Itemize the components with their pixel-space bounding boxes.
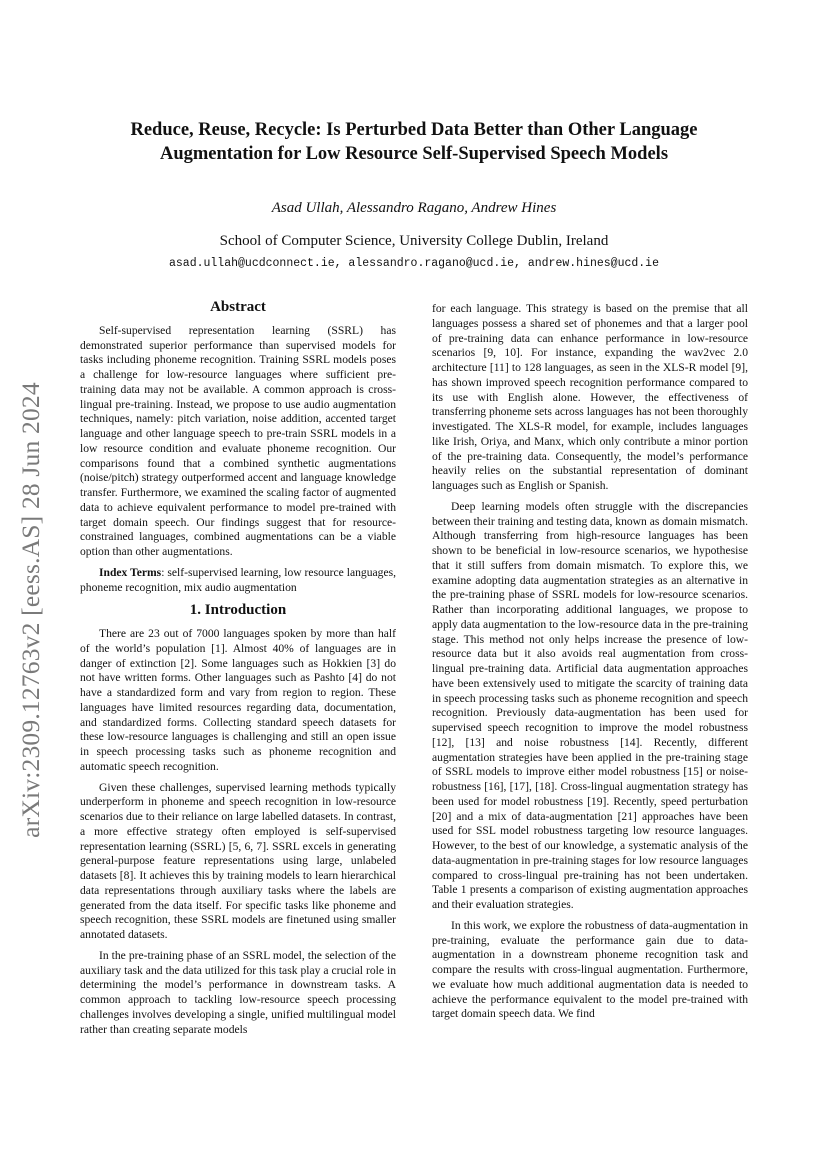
right-column — [432, 302, 748, 1028]
intro-paragraph: for each language. This strategy is based on the premise that all languages possess a shared set of phonemes and that a larger pool of pre-training data can enhance performance in low-resource scenarios [9, 10]. For instance, expanding the wav2vec 2.0 architecture [11] to 128 languages, as seen in the XLS-R model [9], has shown improved speech recognition performance compared to its use with English alone. However, the effectiveness of transferring phoneme sets across languages has not been thoroughly investigated. The XLS-R model, for example, includes languages like Irish, Oriya, and Manx, which only contribute a minor portion of the pre-training data. Consequently, the model’s performance heavily relies on the substantial representation of dominant languages such as English or Spanish. — [432, 302, 748, 492]
index-terms-text: : self-supervised learning, low resource languages, phoneme recognition, mix audio augmentation — [80, 565, 397, 594]
intro-paragraph: In the pre-training phase of an SSRL model, the selection of the auxiliary task and the data utilized for this task play a crucial role in determining the model’s performance in downstream tasks. A common approach to tackling low-resource speech processing challenges involves developing a single, unified multilingual model rather than creating separate models — [80, 948, 396, 1036]
left-column — [80, 300, 396, 1043]
index-terms — [80, 566, 396, 596]
intro-paragraph: Given these challenges, supervised learning methods typically underperform in phoneme and speech recognition in low-resource scenarios due to their reliance on large labelled datasets. In contrast, a more effective strategy often employed is self-supervised representation learning (SSRL) [5, 6, 7]. SSRL excels in generating general-purpose feature representations using large, unlabeled datasets [8]. It achieves this by training models to learn hierarchical data representations through auxiliary tasks where the labels are generated from the data itself. For specific tasks like phoneme and speech recognition, these SSRL models are finetuned using smaller annotated datasets. — [80, 780, 396, 941]
intro-paragraph: Deep learning models often struggle with the discrepancies between their training and testing data, known as domain mismatch. Although transferring from high-resource languages has been shown to be beneficial in low-resource scenarios, we hypothesise that it still suffers from domain mismatch. To explore this, we examine adopting data augmentation strategies as an alternative in the pre-training phase of SSRL models for low-resource scenarios. Rather than incorporating additional languages, we propose to apply data augmentation to the low-resource data in the pre-training stage. This method not only helps increase the presence of low-resource data but it also avoids real augmentation from cross-lingual pre-training data. Artificial data augmentation approaches have been extensively used to mitigate the scarcity of training data in speech processing tasks such as phoneme recognition and speech recognition. Previously data-augmentation has been used for supervised speech recognition to improve the model robustness [12], [13] and noise robustness [14]. Recently, different augmentation strategies have been applied in the pre-training stage of SSRL models to improve either model robustness [15] or noise-robustness [16], [17], [18]. Cross-lingual augmentation strategy has been used for model robustness [19]. Recently, speed perturbation [20] and a mix of data-augmentation [21] approaches have been used for SSL model robustness targeting low resource languages. However, to the best of our knowledge, a systematic analysis of the data-augmentation in pre-training stages for low resource languages compared to cross-lingual pre-training has not been undertaken. Table 1 presents a comparison of existing augmentation approaches and their evaluation strategies. — [432, 499, 748, 911]
intro-paragraph: There are 23 out of 7000 languages spoken by more than half of the world’s population [1]. Almost 40% of languages are in danger of extinction [2]. Some languages such as Hokkien [3] do not have written forms. Other languages such as Pashto [4] do not have a standardized form and vary from region to region. These languages have limited resources regarding data, documentation, and standardized forms. Collecting standard speech datasets for these low-resource languages is challenging and still an open issue in speech processing tasks such as phoneme recognition and automatic speech recognition. — [80, 627, 396, 773]
index-terms-label: Index Terms — [99, 565, 162, 579]
affiliation: School of Computer Science, University College Dublin, Ireland — [219, 233, 609, 249]
intro-paragraph: In this work, we explore the robustness of data-augmentation in pre-training, evaluate the performance gain due to data-augmentation in a downstream phoneme recognition task and compare the results with cross-lingual augmentation. Furthermore, we evaluate how much additional augmentation data is needed to achieve the performance equivalent to the model pre-trained with target domain speech data. We find — [432, 918, 748, 1021]
author-list: Asad Ullah, Alessandro Ragano, Andrew Hines — [271, 200, 557, 216]
abstract-text: Self-supervised representation learning (SSRL) has demonstrated superior performance than supervised models for tasks including phoneme recognition. Training SSRL models poses a challenge for low-resource languages where sufficient pre-training data may not be available. A common approach is cross-lingual pre-training. Instead, we propose to use audio augmentation techniques, namely: pitch variation, noise addition, accented target language and other language speech to pre-train SSRL models in a low resource condition and evaluate phoneme recognition. Our comparisons found that a combined synthetic augmentations (noise/pitch) strategy outperformed accent and language knowledge transfer. Furthermore, we examined the scaling factor of augmented data to achieve equivalent performance to model pre-trained with target domain speech. Our findings suggest that for resource-constrained languages, combined augmentations can be a viable option than other augmentations. — [80, 323, 396, 558]
abstract-heading: Abstract — [210, 299, 266, 315]
arxiv-sidebar-stamp — [6, 345, 56, 875]
arxiv-identifier: arXiv:2309.12763v2 [eess.AS] 28 Jun 2024 — [16, 382, 45, 838]
author-emails: asad.ullah@ucdconnect.ie, alessandro.ragano@ucd.ie, andrew.hines@ucd.ie — [169, 257, 659, 270]
paper-title: Reduce, Reuse, Recycle: Is Perturbed Data Better than Other Language Augmentation for Low Resource Self-Supervised Speech Models — [130, 120, 698, 164]
section-heading-introduction: 1. Introduction — [189, 602, 287, 619]
